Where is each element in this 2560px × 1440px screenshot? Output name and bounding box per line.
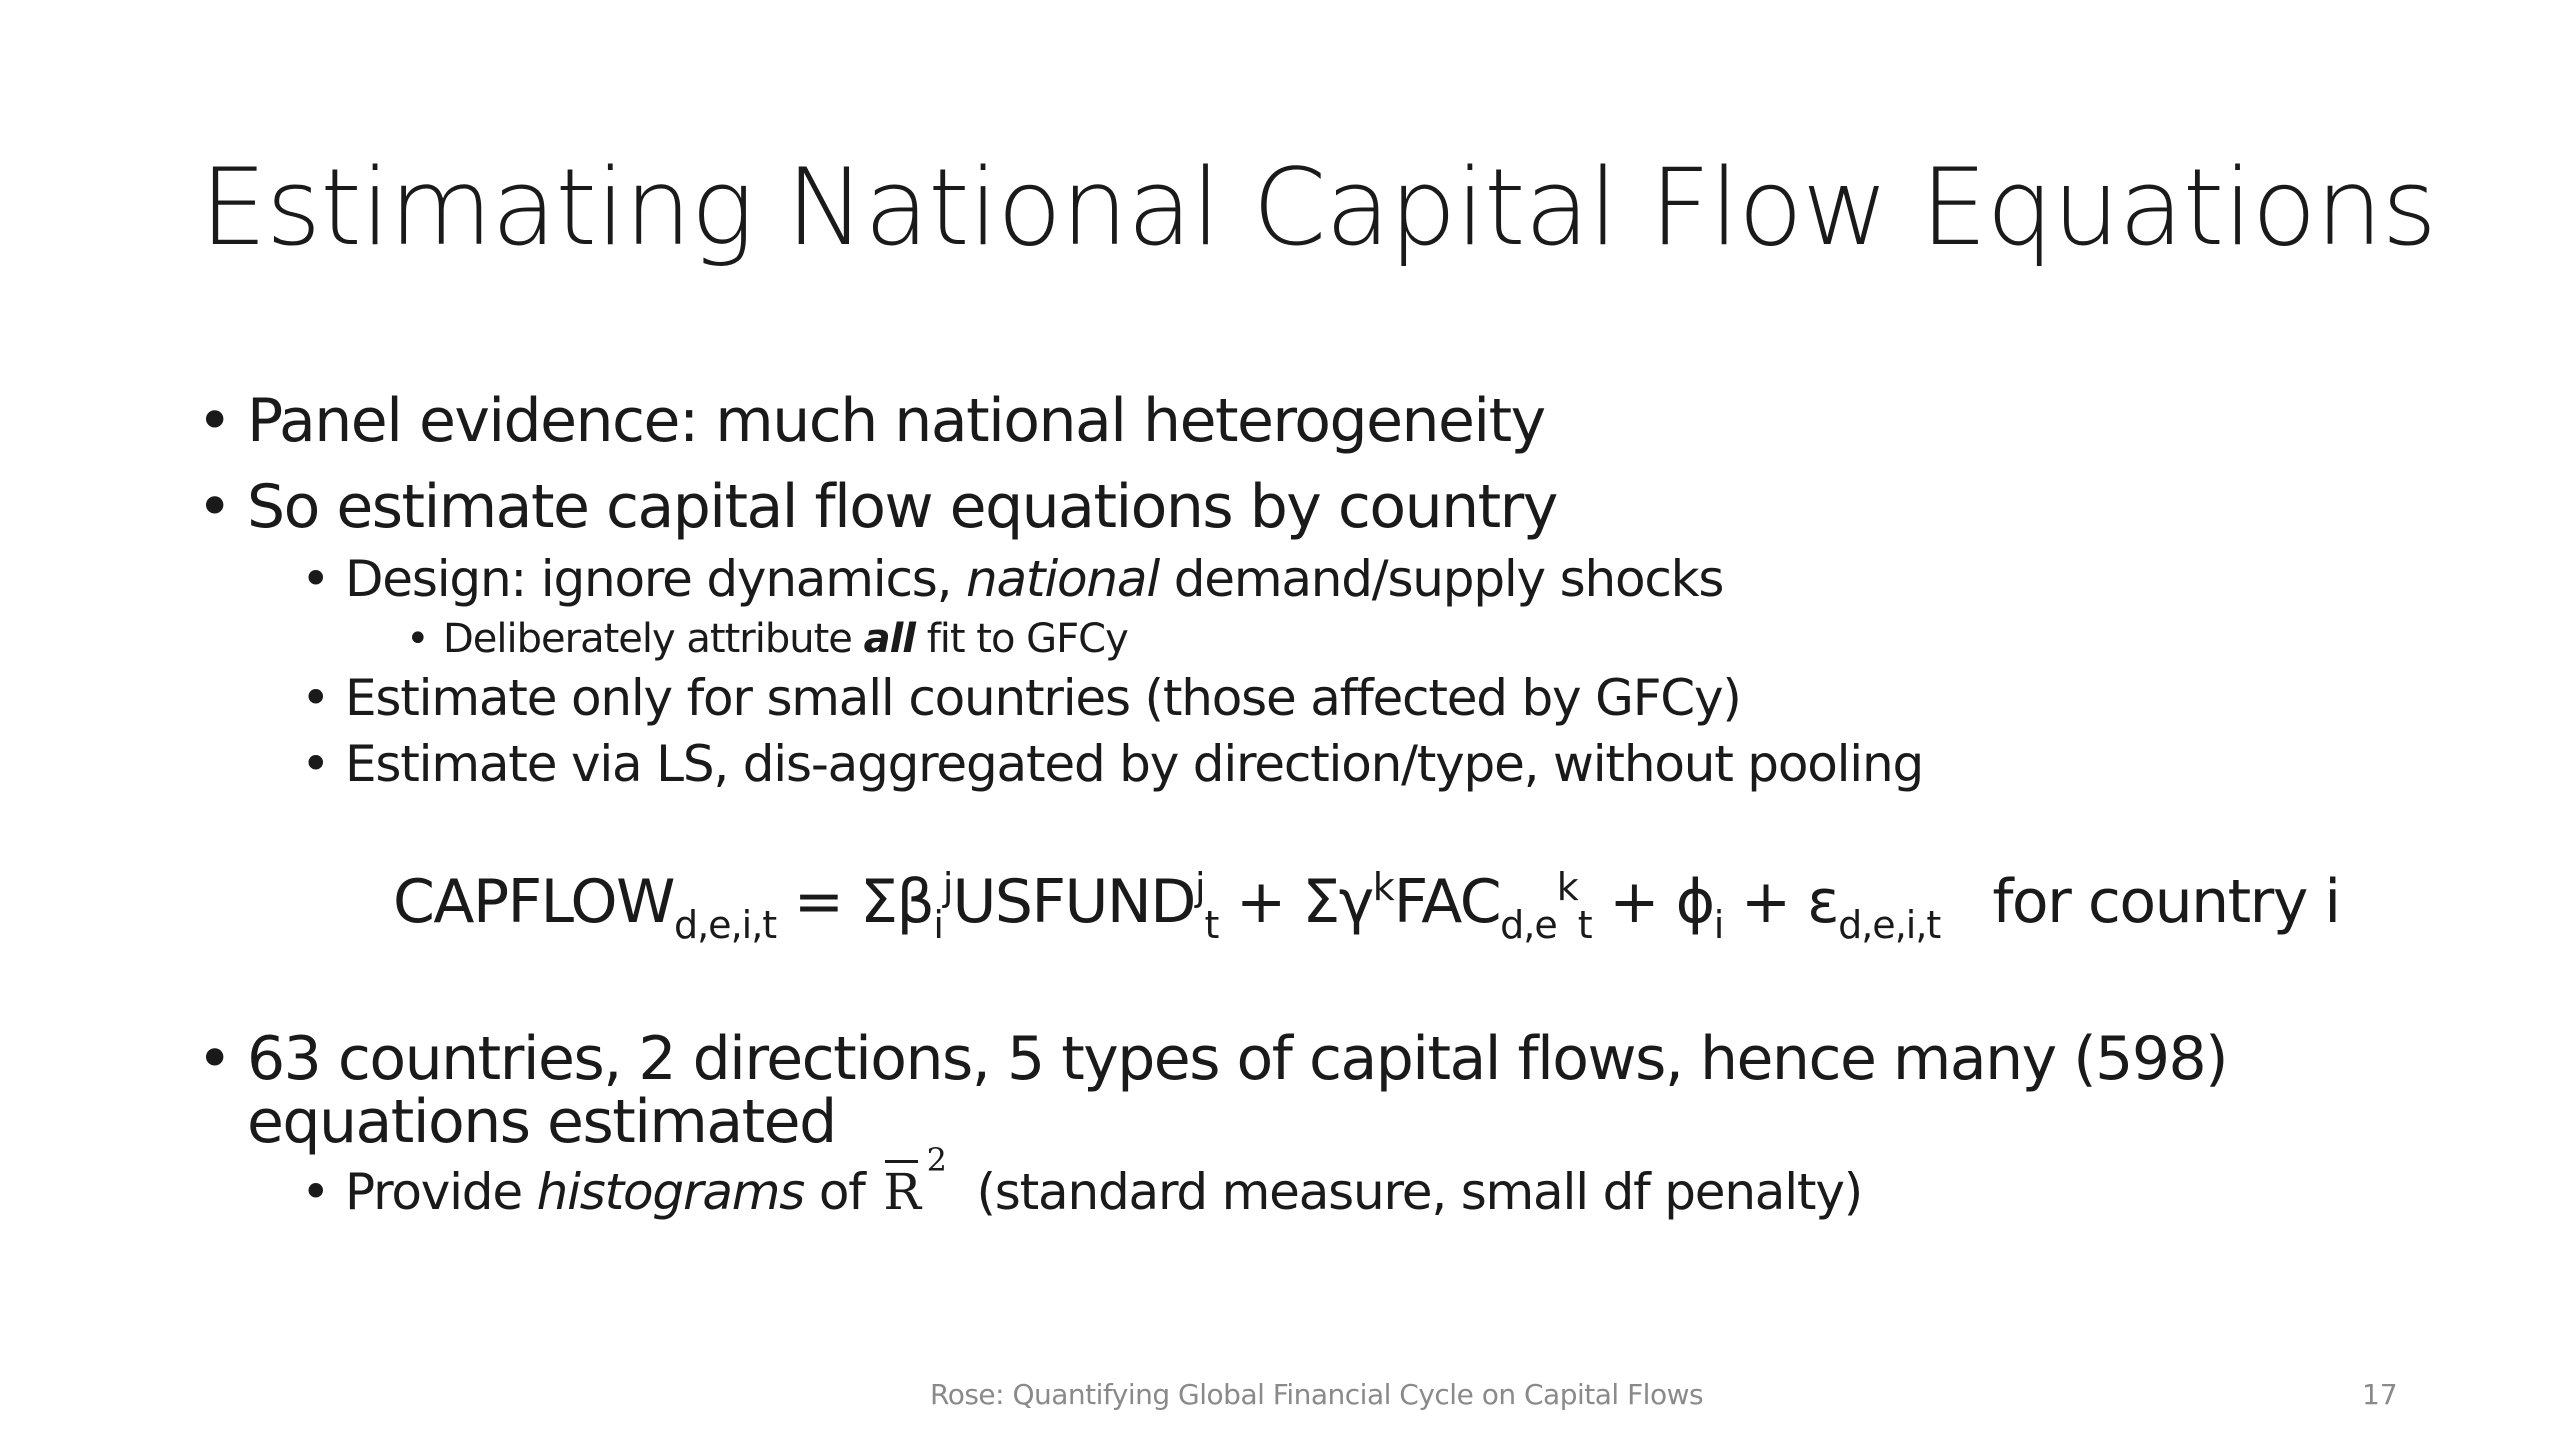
eq-phi-sub: i [1713,903,1724,947]
countries-line-2: equations estimated [247,1087,836,1157]
deliberate-suffix: fit to GFCy [915,616,1128,662]
slide-title: Estimating National Capital Flow Equations [200,146,2437,269]
sub-bullet-design [345,550,1724,608]
provide-prefix: Provide [345,1163,537,1221]
eq-fac-sup: k [1556,865,1578,909]
page-number: 17 [2362,1378,2398,1411]
eq-fac: FAC [1393,867,1501,937]
design-suffix: demand/supply shocks [1159,550,1724,608]
eq-plus-gamma: + Σγ [1218,867,1373,937]
eq-capflow-sub: d,e,i,t [673,903,777,947]
r-bar-overline [885,1160,917,1163]
eq-epsilon-sub: d,e,i,t [1838,903,1941,947]
design-italic: national [965,550,1160,608]
eq-equals-sum-beta: = Σβ [776,867,934,937]
eq-fac-sub-t: t [1577,903,1592,947]
provide-italic: histograms [536,1163,805,1221]
eq-beta-sup: j [942,865,953,909]
design-prefix: Design: ignore dynamics, [345,550,966,608]
provide-suffix: (standard measure, small df penalty) [961,1163,1863,1221]
bullet-63-countries [247,1024,2228,1157]
countries-line-1: 63 countries, 2 directions, 5 types of capital flows, hence many (598) [247,1024,2228,1094]
eq-plus-epsilon: + ε [1723,867,1839,937]
r-bar-letter: R [883,1163,920,1221]
r-bar-exponent: 2 [926,1141,946,1179]
eq-for-country: for country i [1992,867,2340,937]
eq-usfund-sup: j [1194,865,1205,909]
bullet-panel-evidence: • Panel evidence: much national heterogeneity [247,390,1545,453]
eq-gamma-sup: k [1372,865,1394,909]
sub-bullet-histograms [345,1141,1863,1221]
eq-usfund: USFUND [952,867,1195,937]
sub-bullet-ls: • Estimate via LS, dis-aggregated by direction/type, without pooling [345,738,1923,791]
sub-sub-bullet-deliberate [443,618,1128,660]
deliberate-bold-italic: all [863,616,915,662]
eq-capflow: CAPFLOW [393,867,674,937]
bullet-estimate-by-country: • So estimate capital flow equations by country [247,476,1557,539]
r-bar-squared [883,1141,946,1221]
sub-bullet-small-countries: • Estimate only for small countries (those affected by GFCy) [345,672,1741,725]
deliberate-prefix: Deliberately attribute [443,616,864,662]
footer-text: Rose: Quantifying Global Financial Cycle on Capital Flows [930,1378,1704,1411]
capital-flow-equation [393,865,2340,947]
eq-beta-sub: i [933,903,943,947]
eq-fac-sub: d,e [1500,903,1557,947]
provide-of: of [804,1163,880,1221]
eq-plus-phi: + ϕ [1591,867,1714,937]
eq-usfund-sub: t [1204,903,1219,947]
